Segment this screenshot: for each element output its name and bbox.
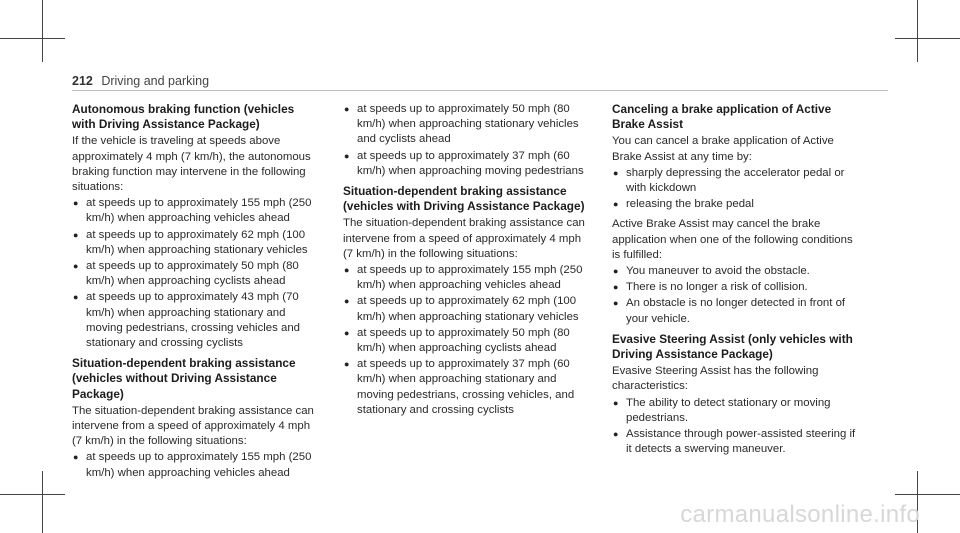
bullet-icon: ●	[344, 296, 350, 307]
list-item	[343, 357, 591, 418]
list-item	[343, 326, 591, 356]
paragraph: Active Brake Assist may cancel the brake application when one of the following conditions is fulfilled:	[612, 218, 853, 261]
list-item-text: An obstacle is no longer detected in front of your vehicle.	[626, 297, 846, 325]
bullet-list	[343, 102, 591, 179]
list-item	[343, 294, 591, 324]
bullet-icon: ●	[73, 198, 79, 209]
heading-situation-braking-with-package: Situation-dependent braking assistance (vehicles with Driving Assistance Package)	[343, 184, 585, 214]
page-header	[72, 74, 209, 88]
paragraph: If the vehicle is traveling at speeds above approximately 4 mph (7 km/h), the autonomous braking function may intervene in the following situations:	[72, 135, 311, 194]
list-item	[72, 228, 320, 258]
list-item	[612, 280, 860, 295]
list-item-text: at speeds up to approximately 50 mph (80 km/h) when approaching cyclists ahead	[86, 260, 299, 288]
list-item	[343, 102, 591, 148]
list-item	[612, 427, 860, 457]
paragraph: The situation-dependent braking assistance can intervene from a speed of approximately 4 mph (7 km/h) in the following situations:	[343, 217, 585, 260]
list-item	[343, 149, 591, 179]
list-item-text: at speeds up to approximately 62 mph (100 km/h) when approaching stationary vehicles	[357, 295, 579, 323]
list-item-text: at speeds up to approximately 155 mph (250 km/h) when approaching vehicles ahead	[86, 451, 312, 479]
list-item	[72, 450, 320, 480]
column-middle	[343, 102, 591, 423]
list-item	[72, 196, 320, 226]
list-item	[72, 259, 320, 289]
bullet-icon: ●	[344, 265, 350, 276]
bullet-icon: ●	[613, 282, 619, 293]
list-item-text: at speeds up to approximately 155 mph (250 km/h) when approaching vehicles ahead	[86, 197, 312, 225]
list-item-text: You maneuver to avoid the obstacle.	[626, 265, 810, 278]
heading-canceling-brake-application: Canceling a brake application of Active Brake Assist	[612, 102, 832, 132]
list-item-text: at speeds up to approximately 37 mph (60 km/h) when approaching stationary and moving pedestrians, crossing vehicles, and stationary and crossing cyclists	[357, 358, 575, 416]
bullet-icon: ●	[344, 150, 350, 161]
list-item-text: releasing the brake pedal	[626, 198, 754, 211]
header-divider	[72, 90, 888, 91]
bullet-list	[72, 450, 320, 480]
list-item	[612, 296, 860, 326]
paragraph: You can cancel a brake application of Active Brake Assist at any time by:	[612, 135, 834, 163]
list-item-text: at speeds up to approximately 62 mph (100 km/h) when approaching stationary vehicles	[86, 228, 308, 256]
list-item-text: The ability to detect stationary or moving pedestrians.	[626, 396, 831, 424]
list-item	[612, 197, 860, 212]
bullet-icon: ●	[73, 261, 79, 272]
list-item-text: at speeds up to approximately 43 mph (70 km/h) when approaching stationary and moving pedestrians, crossing vehicles and stationary and crossing cyclists	[86, 291, 301, 350]
bullet-icon: ●	[344, 359, 350, 370]
list-item-text: at speeds up to approximately 50 mph (80 km/h) when approaching stationary vehicles and cyclists ahead	[357, 103, 579, 146]
watermark: carmanualsonline.info	[680, 501, 920, 528]
crop-mark	[0, 38, 65, 39]
bullet-icon: ●	[344, 327, 350, 338]
list-item-text: at speeds up to approximately 155 mph (250 km/h) when approaching vehicles ahead	[357, 264, 583, 292]
heading-evasive-steering-assist: Evasive Steering Assist (only vehicles with Driving Assistance Package)	[612, 331, 853, 362]
bullet-list	[612, 166, 860, 213]
column-left	[72, 102, 320, 486]
bullet-icon: ●	[613, 429, 619, 440]
list-item	[612, 396, 860, 426]
list-item-text: Assistance through power-assisted steering if it detects a swerving maneuver.	[626, 428, 856, 456]
paragraph: The situation-dependent braking assistance can intervene from a speed of approximately 4 mph (7 km/h) in the following situations:	[72, 404, 314, 448]
list-item-text: sharply depressing the accelerator pedal or with kickdown	[626, 166, 845, 195]
bullet-icon: ●	[73, 452, 79, 463]
list-item	[612, 166, 860, 196]
bullet-icon: ●	[613, 298, 619, 309]
list-item	[612, 264, 860, 279]
bullet-list	[612, 264, 860, 327]
paragraph: Evasive Steering Assist has the following characteristics:	[612, 365, 819, 393]
crop-mark	[895, 38, 960, 39]
bullet-icon: ●	[73, 229, 79, 240]
list-item-text: at speeds up to approximately 50 mph (80 km/h) when approaching cyclists ahead	[357, 326, 570, 355]
bullet-list	[612, 396, 860, 458]
crop-mark	[895, 494, 960, 495]
bullet-icon: ●	[613, 397, 619, 408]
bullet-icon: ●	[344, 104, 350, 114]
bullet-icon: ●	[613, 199, 619, 210]
list-item	[343, 263, 591, 293]
page-number: 212	[72, 74, 93, 88]
column-right	[612, 102, 860, 462]
bullet-list	[343, 263, 591, 418]
crop-mark	[42, 0, 43, 62]
bullet-icon: ●	[613, 167, 619, 178]
list-item-text: at speeds up to approximately 37 mph (60 km/h) when approaching moving pedestrians	[357, 149, 584, 177]
crop-mark	[42, 471, 43, 533]
crop-mark	[917, 0, 918, 62]
bullet-list	[72, 196, 320, 351]
heading-autonomous-braking: Autonomous braking function (vehicles with Driving Assistance Package)	[72, 102, 295, 132]
section-title: Driving and parking	[101, 74, 210, 88]
heading-situation-braking-without-package: Situation-dependent braking assistance (vehicles without Driving Assistance Package)	[72, 356, 296, 401]
list-item	[72, 290, 320, 351]
bullet-icon: ●	[73, 292, 79, 303]
bullet-icon: ●	[613, 266, 619, 277]
list-item-text: There is no longer a risk of collision.	[626, 281, 808, 294]
crop-mark	[0, 494, 65, 495]
